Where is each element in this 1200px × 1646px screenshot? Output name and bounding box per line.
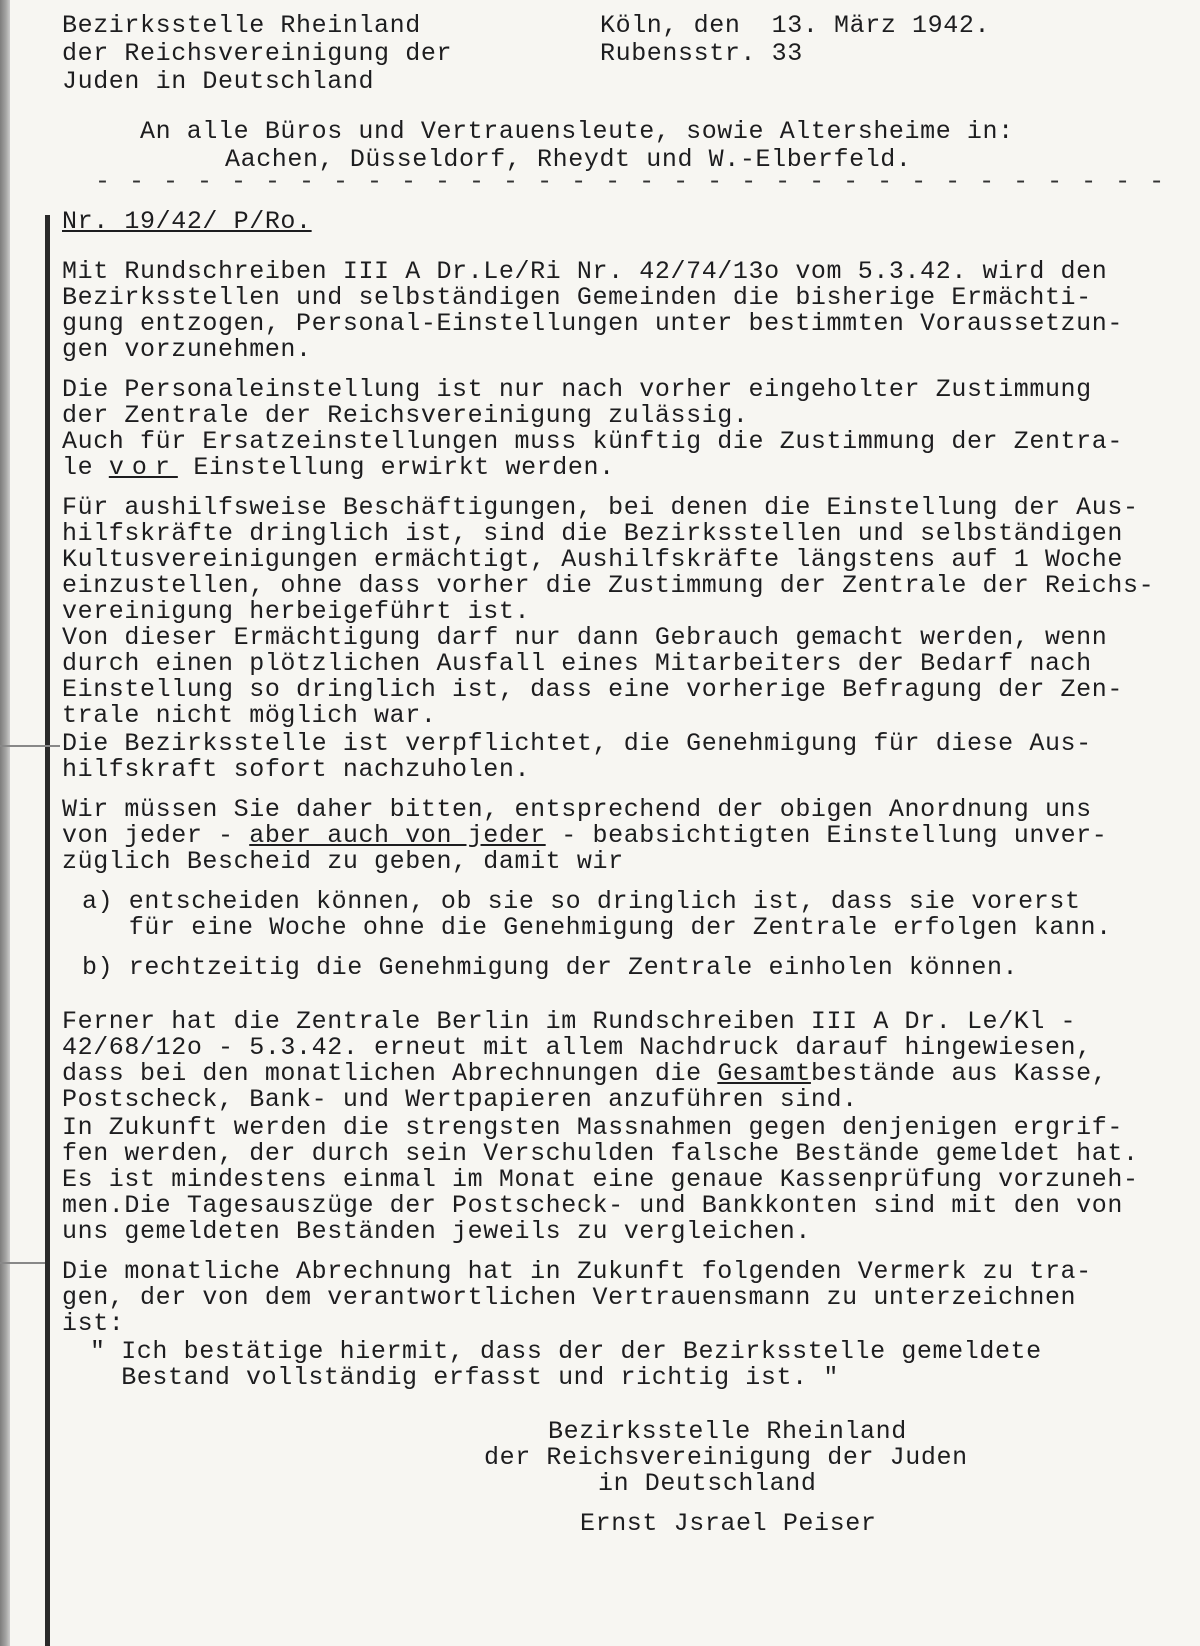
street-line: Rubensstr. 33	[600, 39, 803, 68]
list-item-a: a) entscheiden können, ob sie so dringlich ist, dass sie vorerst	[82, 887, 1081, 916]
text-span: - beabsichtigten Einstellung unver-	[545, 821, 1108, 850]
body-line: fen werden, der durch sein Verschulden falsche Bestände gemeldet hat.	[62, 1139, 1139, 1168]
addressee-line: An alle Büros und Vertrauensleute, sowie Altersheime in:	[140, 117, 1014, 146]
body-line: Kultusvereinigungen ermächtigt, Aushilfskräfte längstens auf 1 Woche	[62, 545, 1123, 574]
signature-org: der Reichsvereinigung der Juden	[484, 1443, 968, 1472]
date-line: Köln, den 13. März 1942.	[600, 11, 991, 40]
body-line: uns gemeldeten Beständen jeweils zu vergleichen.	[62, 1217, 811, 1246]
body-line: vereinigung herbeigeführt ist.	[62, 597, 531, 626]
confirmation-quote: " Ich bestätige hiermit, dass der der Bezirksstelle gemeldete	[90, 1337, 1042, 1366]
sender-line: der Reichsvereinigung der	[62, 39, 453, 68]
sender-line: Bezirksstelle Rheinland	[62, 11, 421, 40]
body-line: Wir müssen Sie daher bitten, entsprechend der obigen Anordnung uns	[62, 795, 1092, 824]
body-line: Einstellung so dringlich ist, dass eine vorherige Befragung der Zen-	[62, 675, 1123, 704]
list-item-b: b) rechtzeitig die Genehmigung der Zentrale einholen können.	[82, 953, 1019, 982]
confirmation-quote: Bestand vollständig erfasst und richtig ist. "	[90, 1363, 839, 1392]
body-line: Mit Rundschreiben III A Dr.Le/Ri Nr. 42/74/13o vom 5.3.42. wird den	[62, 257, 1108, 286]
sender-line: Juden in Deutschland	[62, 67, 375, 96]
separator: - - - - - - - - - - - - - - - - - - - - - - - - - - - - - - - -	[95, 167, 1167, 196]
emphasis-text: Gesamt	[717, 1059, 811, 1088]
body-line: der Zentrale der Reichsvereinigung zulässig.	[62, 401, 749, 430]
list-item-a-cont: für eine Woche ohne die Genehmigung der Zentrale erfolgen kann.	[82, 913, 1112, 942]
reference-number: Nr. 19/42/ P/Ro.	[62, 207, 312, 236]
signature-org: in Deutschland	[598, 1469, 817, 1498]
body-line: hilfskraft sofort nachzuholen.	[62, 755, 531, 784]
body-line: Auch für Ersatzeinstellungen muss künftig die Zustimmung der Zentra-	[62, 427, 1123, 456]
addressee-cities: Aachen, Düsseldorf, Rheydt und W.-Elberfeld.	[225, 145, 912, 174]
body-line: Die Personaleinstellung ist nur nach vorher eingeholter Zustimmung	[62, 375, 1092, 404]
body-line: züglich Bescheid zu geben, damit wir	[62, 847, 624, 876]
signatory-name: Ernst Jsrael Peiser	[580, 1509, 877, 1538]
body-line: Es ist mindestens einmal im Monat eine genaue Kassenprüfung vorzuneh-	[62, 1165, 1139, 1194]
body-line: einzustellen, ohne dass vorher die Zustimmung der Zentrale der Reichs-	[62, 571, 1155, 600]
date-block	[600, 12, 990, 68]
scan-mark	[0, 745, 60, 747]
body-line: Ferner hat die Zentrale Berlin im Rundschreiben III A Dr. Le/Kl -	[62, 1007, 1077, 1036]
body-line: Die monatliche Abrechnung hat in Zukunft folgenden Vermerk zu tra-	[62, 1257, 1092, 1286]
text-span: dass bei den monatlichen Abrechnungen die	[62, 1059, 718, 1088]
body-line: gen vorzunehmen.	[62, 335, 312, 364]
body-line	[62, 822, 1107, 850]
body-line	[62, 1060, 1107, 1088]
text-span: bestände aus Kasse,	[810, 1059, 1108, 1088]
scan-margin-line	[45, 215, 50, 1646]
body-line	[62, 454, 615, 482]
text-span: Einstellung erwirkt werden.	[177, 453, 615, 482]
sender-block	[62, 12, 452, 96]
emphasis-text: aber auch von jeder	[249, 821, 546, 850]
body-line: ist:	[62, 1309, 125, 1338]
body-line: In Zukunft werden die strengsten Massnahmen gegen denjenigen ergrif-	[62, 1113, 1123, 1142]
text-span: von jeder -	[62, 821, 250, 850]
emphasis-text: vor	[108, 453, 178, 482]
scan-binding-edge	[0, 0, 10, 1646]
body-line: hilfskräfte dringlich ist, sind die Bezirksstellen und selbständigen	[62, 519, 1123, 548]
body-line: Bezirksstellen und selbständigen Gemeinden die bisherige Ermächti-	[62, 283, 1092, 312]
text-span: le	[62, 453, 109, 482]
body-line: trale nicht möglich war.	[62, 701, 437, 730]
signature-org: Bezirksstelle Rheinland	[548, 1417, 907, 1446]
body-line: 42/68/12o - 5.3.42. erneut mit allem Nachdruck darauf hingewiesen,	[62, 1033, 1092, 1062]
body-line: men.Die Tagesauszüge der Postscheck- und Bankkonten sind mit den von	[62, 1191, 1123, 1220]
body-line: durch einen plötzlichen Ausfall eines Mitarbeiters der Bedarf nach	[62, 649, 1092, 678]
scan-mark	[0, 1262, 45, 1264]
body-line: Die Bezirksstelle ist verpflichtet, die Genehmigung für diese Aus-	[62, 729, 1092, 758]
body-line: gung entzogen, Personal-Einstellungen unter bestimmten Voraussetzun-	[62, 309, 1123, 338]
body-line: Für aushilfsweise Beschäftigungen, bei denen die Einstellung der Aus-	[62, 493, 1139, 522]
body-line: Von dieser Ermächtigung darf nur dann Gebrauch gemacht werden, wenn	[62, 623, 1108, 652]
body-line: gen, der von dem verantwortlichen Vertrauensmann zu unterzeichnen	[62, 1283, 1077, 1312]
body-line: Postscheck, Bank- und Wertpapieren anzuführen sind.	[62, 1085, 858, 1114]
